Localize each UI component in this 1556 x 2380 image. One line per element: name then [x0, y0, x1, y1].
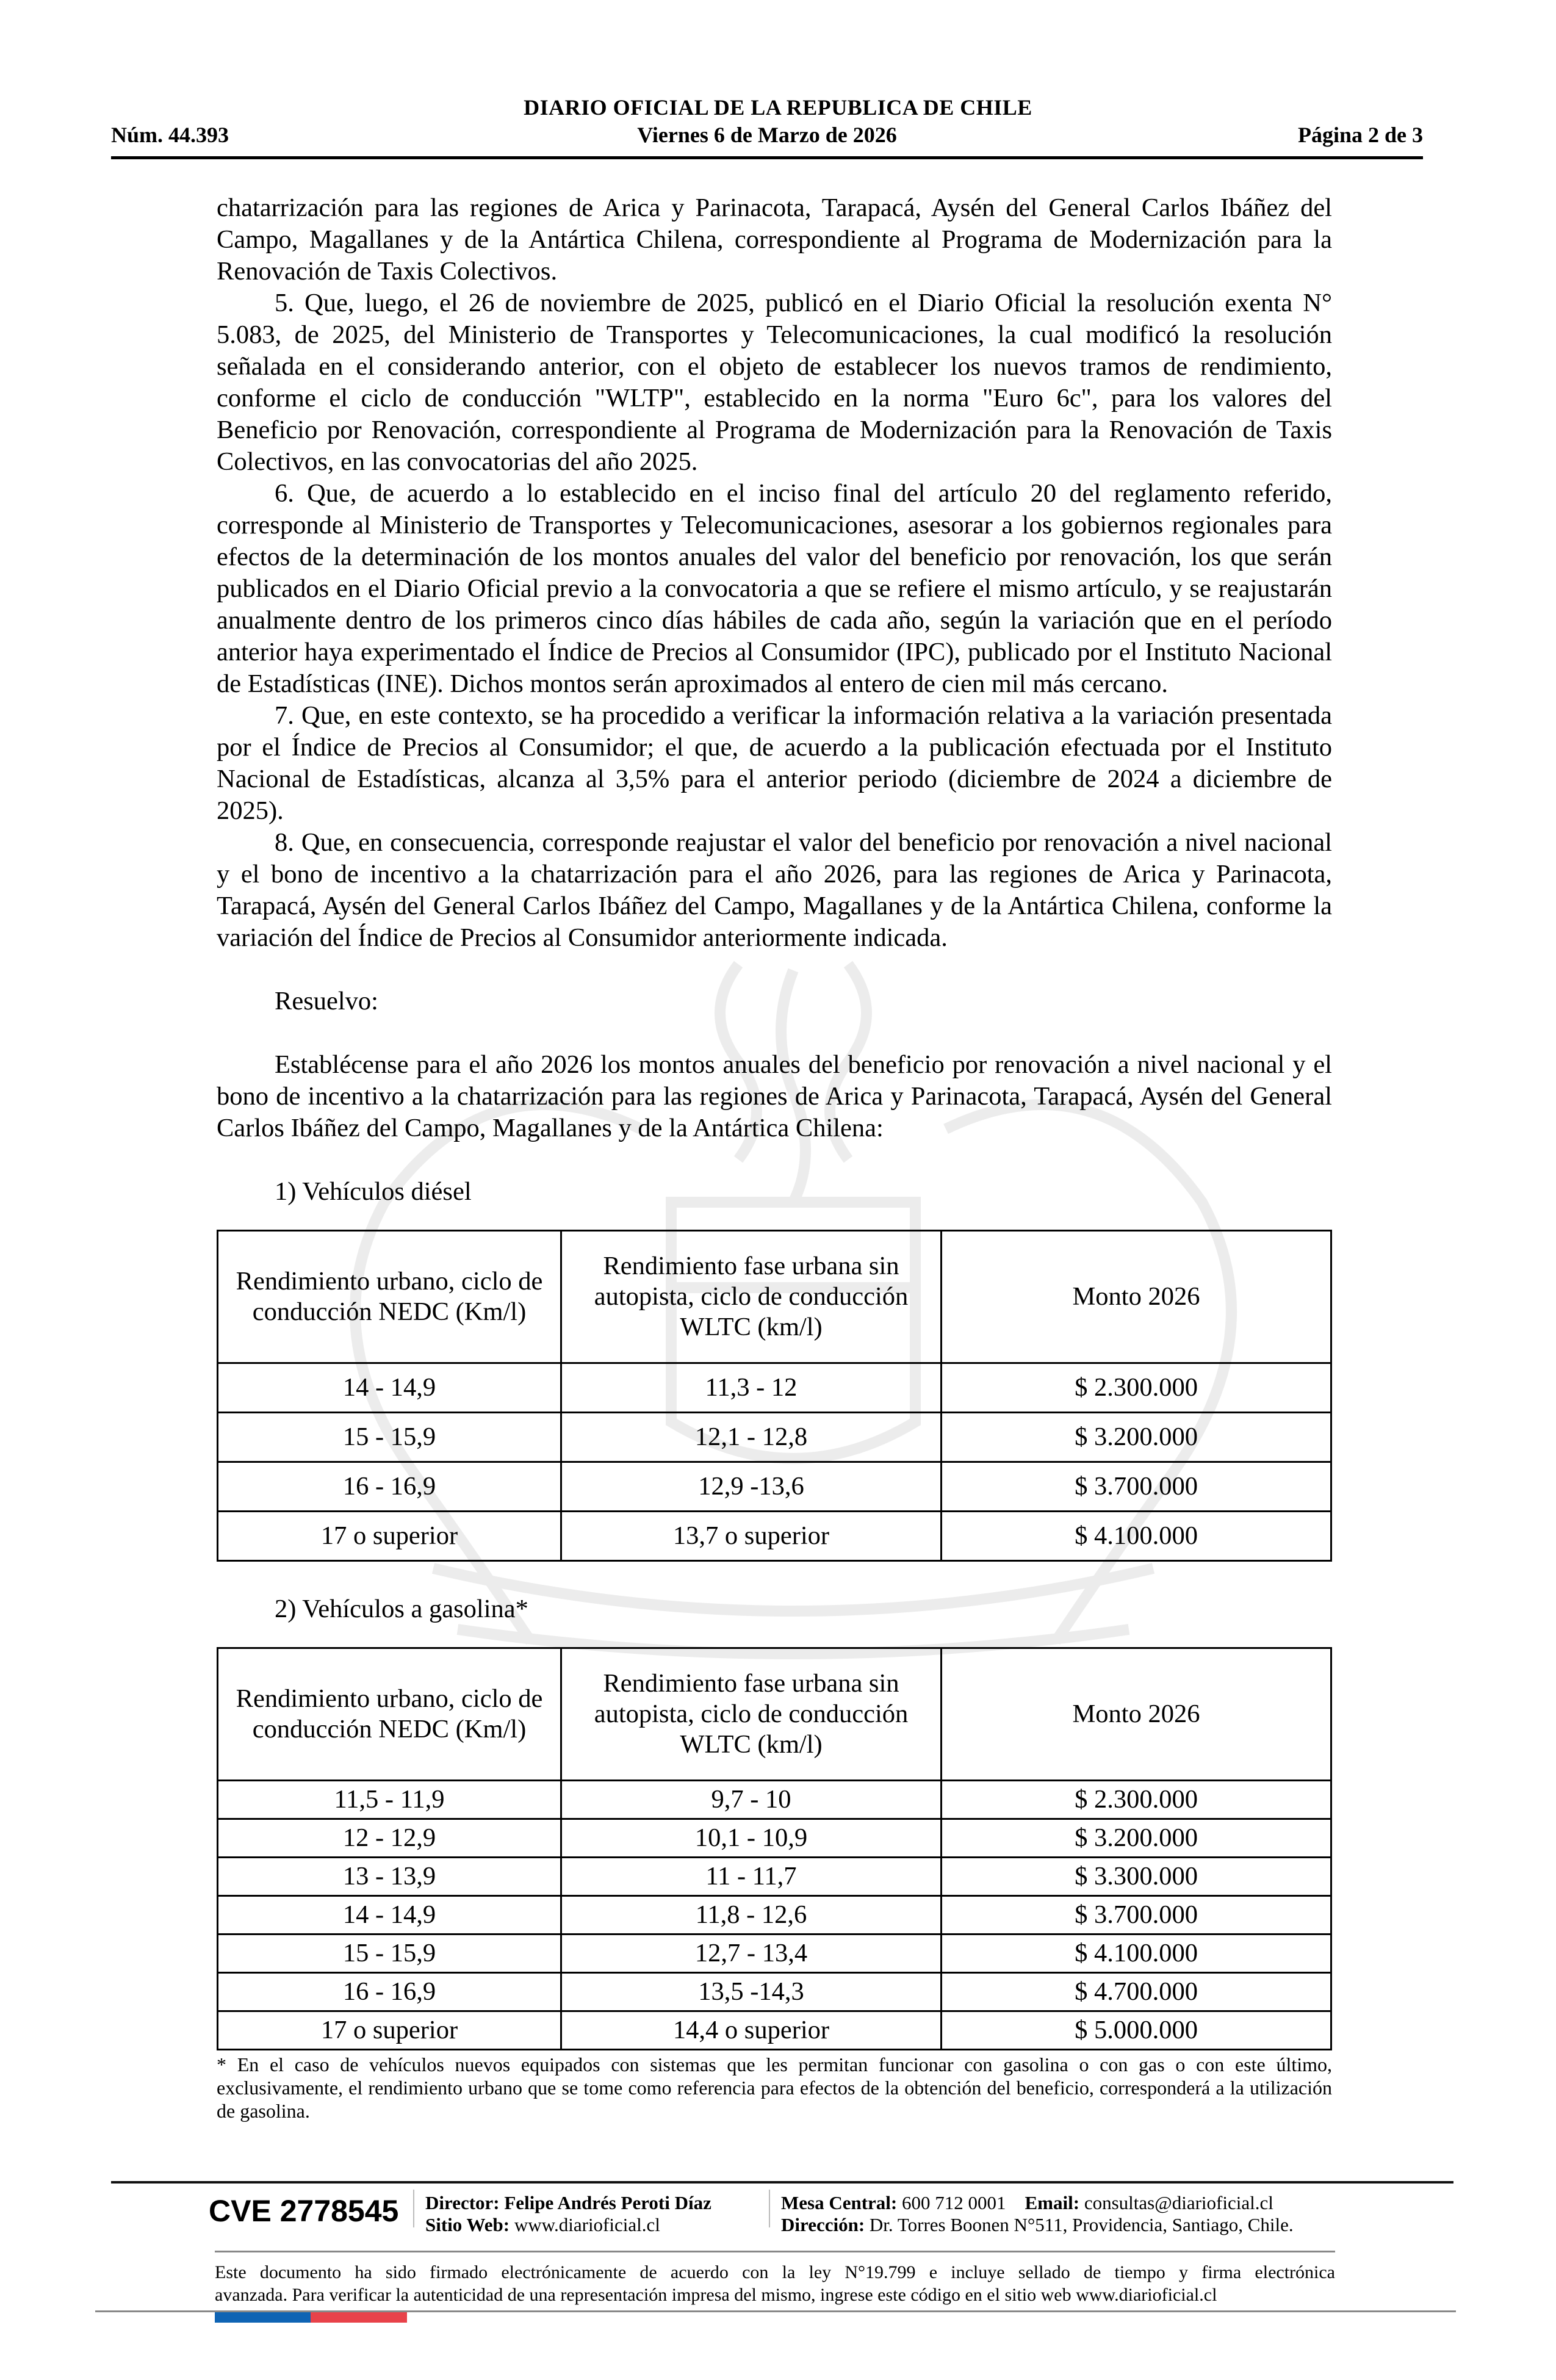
- table-row: [218, 1935, 1331, 1973]
- header-nedc: Rendimiento urbano, ciclo de conducción NEDC (Km/l): [218, 1231, 561, 1363]
- section-gasolina-label: 2) Vehículos a gasolina*: [275, 1595, 528, 1623]
- web-label: Sitio Web:: [425, 2214, 510, 2235]
- cell-nedc: 14 - 14,9: [218, 1363, 561, 1413]
- cell-wltc: 9,7 - 10: [561, 1781, 942, 1819]
- address-value: Dr. Torres Boonen N°511, Providencia, Santiago, Chile.: [869, 2214, 1294, 2235]
- cell-nedc: 15 - 15,9: [218, 1413, 561, 1462]
- cell-wltc: 10,1 - 10,9: [561, 1819, 942, 1858]
- phone-label: Mesa Central:: [781, 2192, 898, 2213]
- cell-wltc: 13,7 o superior: [561, 1512, 942, 1561]
- legal-line-2: avanzada. Para verificar la autenticidad de una representación impresa del mismo, ingrese este código en el sitio web www.diarioficial.cl: [215, 2285, 1217, 2305]
- cell-nedc: 15 - 15,9: [218, 1935, 561, 1973]
- header-wltc: Rendimiento fase urbana sin autopista, ciclo de conducción WLTC (km/l): [561, 1648, 942, 1781]
- header-divider: [111, 156, 1423, 159]
- paragraph-7: 7. Que, en este contexto, se ha procedido a verificar la información relativa a la variación presentada por el Índice de Precios al Consumidor; el que, de acuerdo a la publicación efectuada por el Instituto Nacional de Estadísticas, alcanza al 3,5% para el anterior periodo (diciembre de 2024 a diciembre de 2025).: [217, 701, 1332, 825]
- header-monto: Monto 2026: [942, 1231, 1331, 1363]
- gasolina-footnote: * En el caso de vehículos nuevos equipados con sistemas que les permitan funcionar con gasolina o con gas o con este último, exclusivamente, el rendimiento urbano que se tome como referencia para efectos de la obtención del beneficio, corresponderá a la utilización de gasolina.: [217, 2054, 1332, 2122]
- footer-director-block: [425, 2192, 711, 2236]
- email-label: Email:: [1025, 2192, 1080, 2213]
- cell-monto: $ 3.700.000: [942, 1896, 1331, 1935]
- paragraph-8: 8. Que, en consecuencia, corresponde reajustar el valor del beneficio por renovación a nivel nacional y el bono de incentivo a la chatarrización para el año 2026, para las regiones de Arica y Parinacota, Tarapacá, Aysén del General Carlos Ibáñez del Campo, Magallanes y de la Antártica Chilena, conforme la variación del Índice de Precios al Consumidor anteriormente indicada.: [217, 828, 1332, 952]
- table-row: [218, 1858, 1331, 1896]
- table-header-row: [218, 1231, 1331, 1363]
- table-row: [218, 1462, 1331, 1512]
- cell-monto: $ 5.000.000: [942, 2011, 1331, 2050]
- table-row: [218, 1512, 1331, 1561]
- cell-monto: $ 4.100.000: [942, 1935, 1331, 1973]
- footer-separator: [413, 2190, 414, 2227]
- paragraph-5: 5. Que, luego, el 26 de noviembre de 2025, publicó en el Diario Oficial la resolución exenta N° 5.083, de 2025, del Ministerio de Transportes y Telecomunicaciones, la cual modificó la resolución señalada en el considerando anterior, con el objeto de establecer los nuevos tramos de rendimiento, conforme el ciclo de conducción "WLTP", establecido en la norma "Euro 6c", para los valores del Beneficio por Renovación, correspondiente al Programa de Modernización para la Renovación de Taxis Colectivos, en las convocatorias del año 2025.: [217, 289, 1332, 476]
- cell-nedc: 17 o superior: [218, 1512, 561, 1561]
- establecense-paragraph: Establécense para el año 2026 los montos anuales del beneficio por renovación a nivel nacional y el bono de incentivo a la chatarrización para las regiones de Arica y Parinacota, Tarapacá, Aysén del General Carlos Ibáñez del Campo, Magallanes y de la Antártica Chilena:: [217, 1050, 1332, 1142]
- gasolina-table: [217, 1647, 1332, 2050]
- cell-monto: $ 3.200.000: [942, 1413, 1331, 1462]
- resuelvo-heading: Resuelvo:: [275, 987, 378, 1015]
- cell-wltc: 11,8 - 12,6: [561, 1896, 942, 1935]
- footer-divider-middle: [215, 2251, 1335, 2252]
- header-nedc: Rendimiento urbano, ciclo de conducción NEDC (Km/l): [218, 1648, 561, 1781]
- cell-monto: $ 3.200.000: [942, 1819, 1331, 1858]
- cell-wltc: 12,1 - 12,8: [561, 1413, 942, 1462]
- cell-monto: $ 2.300.000: [942, 1363, 1331, 1413]
- publication-title: DIARIO OFICIAL DE LA REPUBLICA DE CHILE: [524, 95, 1032, 120]
- cell-nedc: 16 - 16,9: [218, 1462, 561, 1512]
- legal-notice: [215, 2261, 1335, 2306]
- table-row: [218, 1819, 1331, 1858]
- director-label: Director:: [425, 2192, 500, 2213]
- flag-stripe-blue: [215, 2312, 311, 2323]
- flag-stripe-red: [311, 2312, 407, 2323]
- cell-monto: $ 3.300.000: [942, 1858, 1331, 1896]
- cell-wltc: 13,5 -14,3: [561, 1973, 942, 2011]
- address-label: Dirección:: [781, 2214, 865, 2235]
- phone-value: 600 712 0001: [902, 2192, 1006, 2213]
- table-header-row: [218, 1648, 1331, 1781]
- cell-nedc: 11,5 - 11,9: [218, 1781, 561, 1819]
- cell-nedc: 17 o superior: [218, 2011, 561, 2050]
- paragraph-6: 6. Que, de acuerdo a lo establecido en el inciso final del artículo 20 del reglamento referido, corresponde al Ministerio de Transportes y Telecomunicaciones, asesorar a los gobiernos regionales para efectos de la determinación de los montos anuales del valor del beneficio por renovación, los que serán publicados en el Diario Oficial previo a la convocatoria a que se refiere el mismo artículo, y se reajustarán anualmente dentro de los primeros cinco días hábiles de cada año, según la variación que en el período anterior haya experimentado el Índice de Precios al Consumidor (IPC), publicado por el Instituto Nacional de Estadísticas (INE). Dichos montos serán aproximados al entero de cien mil más cercano.: [217, 479, 1332, 698]
- legal-line-1: Este documento ha sido firmado electrónicamente de acuerdo con la ley N°19.799 e incluye sellado de tiempo y firma electrónica: [215, 2262, 1335, 2282]
- email-link[interactable]: consultas@diarioficial.cl: [1084, 2192, 1273, 2213]
- diesel-table: [217, 1230, 1332, 1562]
- cell-wltc: 12,9 -13,6: [561, 1462, 942, 1512]
- director-name: Felipe Andrés Peroti Díaz: [504, 2192, 711, 2213]
- cell-wltc: 11,3 - 12: [561, 1363, 942, 1413]
- cell-nedc: 14 - 14,9: [218, 1896, 561, 1935]
- web-link[interactable]: www.diarioficial.cl: [514, 2214, 660, 2235]
- cell-monto: $ 4.100.000: [942, 1512, 1331, 1561]
- table-row: [218, 1363, 1331, 1413]
- section-diesel-label: 1) Vehículos diésel: [275, 1177, 472, 1206]
- cell-monto: $ 2.300.000: [942, 1781, 1331, 1819]
- header-monto: Monto 2026: [942, 1648, 1331, 1781]
- footer-separator: [769, 2190, 770, 2227]
- cell-nedc: 16 - 16,9: [218, 1973, 561, 2011]
- cell-nedc: 13 - 13,9: [218, 1858, 561, 1896]
- footer-divider-top: [111, 2181, 1453, 2183]
- cell-nedc: 12 - 12,9: [218, 1819, 561, 1858]
- table-row: [218, 1413, 1331, 1462]
- cell-monto: $ 3.700.000: [942, 1462, 1331, 1512]
- cve-code: CVE 2778545: [209, 2194, 399, 2228]
- issue-number: Núm. 44.393: [111, 123, 229, 147]
- table-row: [218, 2011, 1331, 2050]
- header-row: [111, 122, 1423, 149]
- table-row: [218, 1781, 1331, 1819]
- cell-wltc: 11 - 11,7: [561, 1858, 942, 1896]
- document-body: [217, 192, 1332, 2122]
- page-indicator: Página 2 de 3: [1297, 123, 1423, 147]
- table-row: [218, 1973, 1331, 2011]
- issue-date: Viernes 6 de Marzo de 2026: [637, 123, 897, 147]
- footer-contact-block: [781, 2192, 1294, 2236]
- table-row: [218, 1896, 1331, 1935]
- header-wltc: Rendimiento fase urbana sin autopista, ciclo de conducción WLTC (km/l): [561, 1231, 942, 1363]
- cell-wltc: 12,7 - 13,4: [561, 1935, 942, 1973]
- cell-monto: $ 4.700.000: [942, 1973, 1331, 2011]
- cell-wltc: 14,4 o superior: [561, 2011, 942, 2050]
- paragraph-continuation: chatarrización para las regiones de Arica y Parinacota, Tarapacá, Aysén del General Carlos Ibáñez del Campo, Magallanes y de la Antártica Chilena, correspondiente al Programa de Modernización para la Renovación de Taxis Colectivos.: [217, 193, 1332, 286]
